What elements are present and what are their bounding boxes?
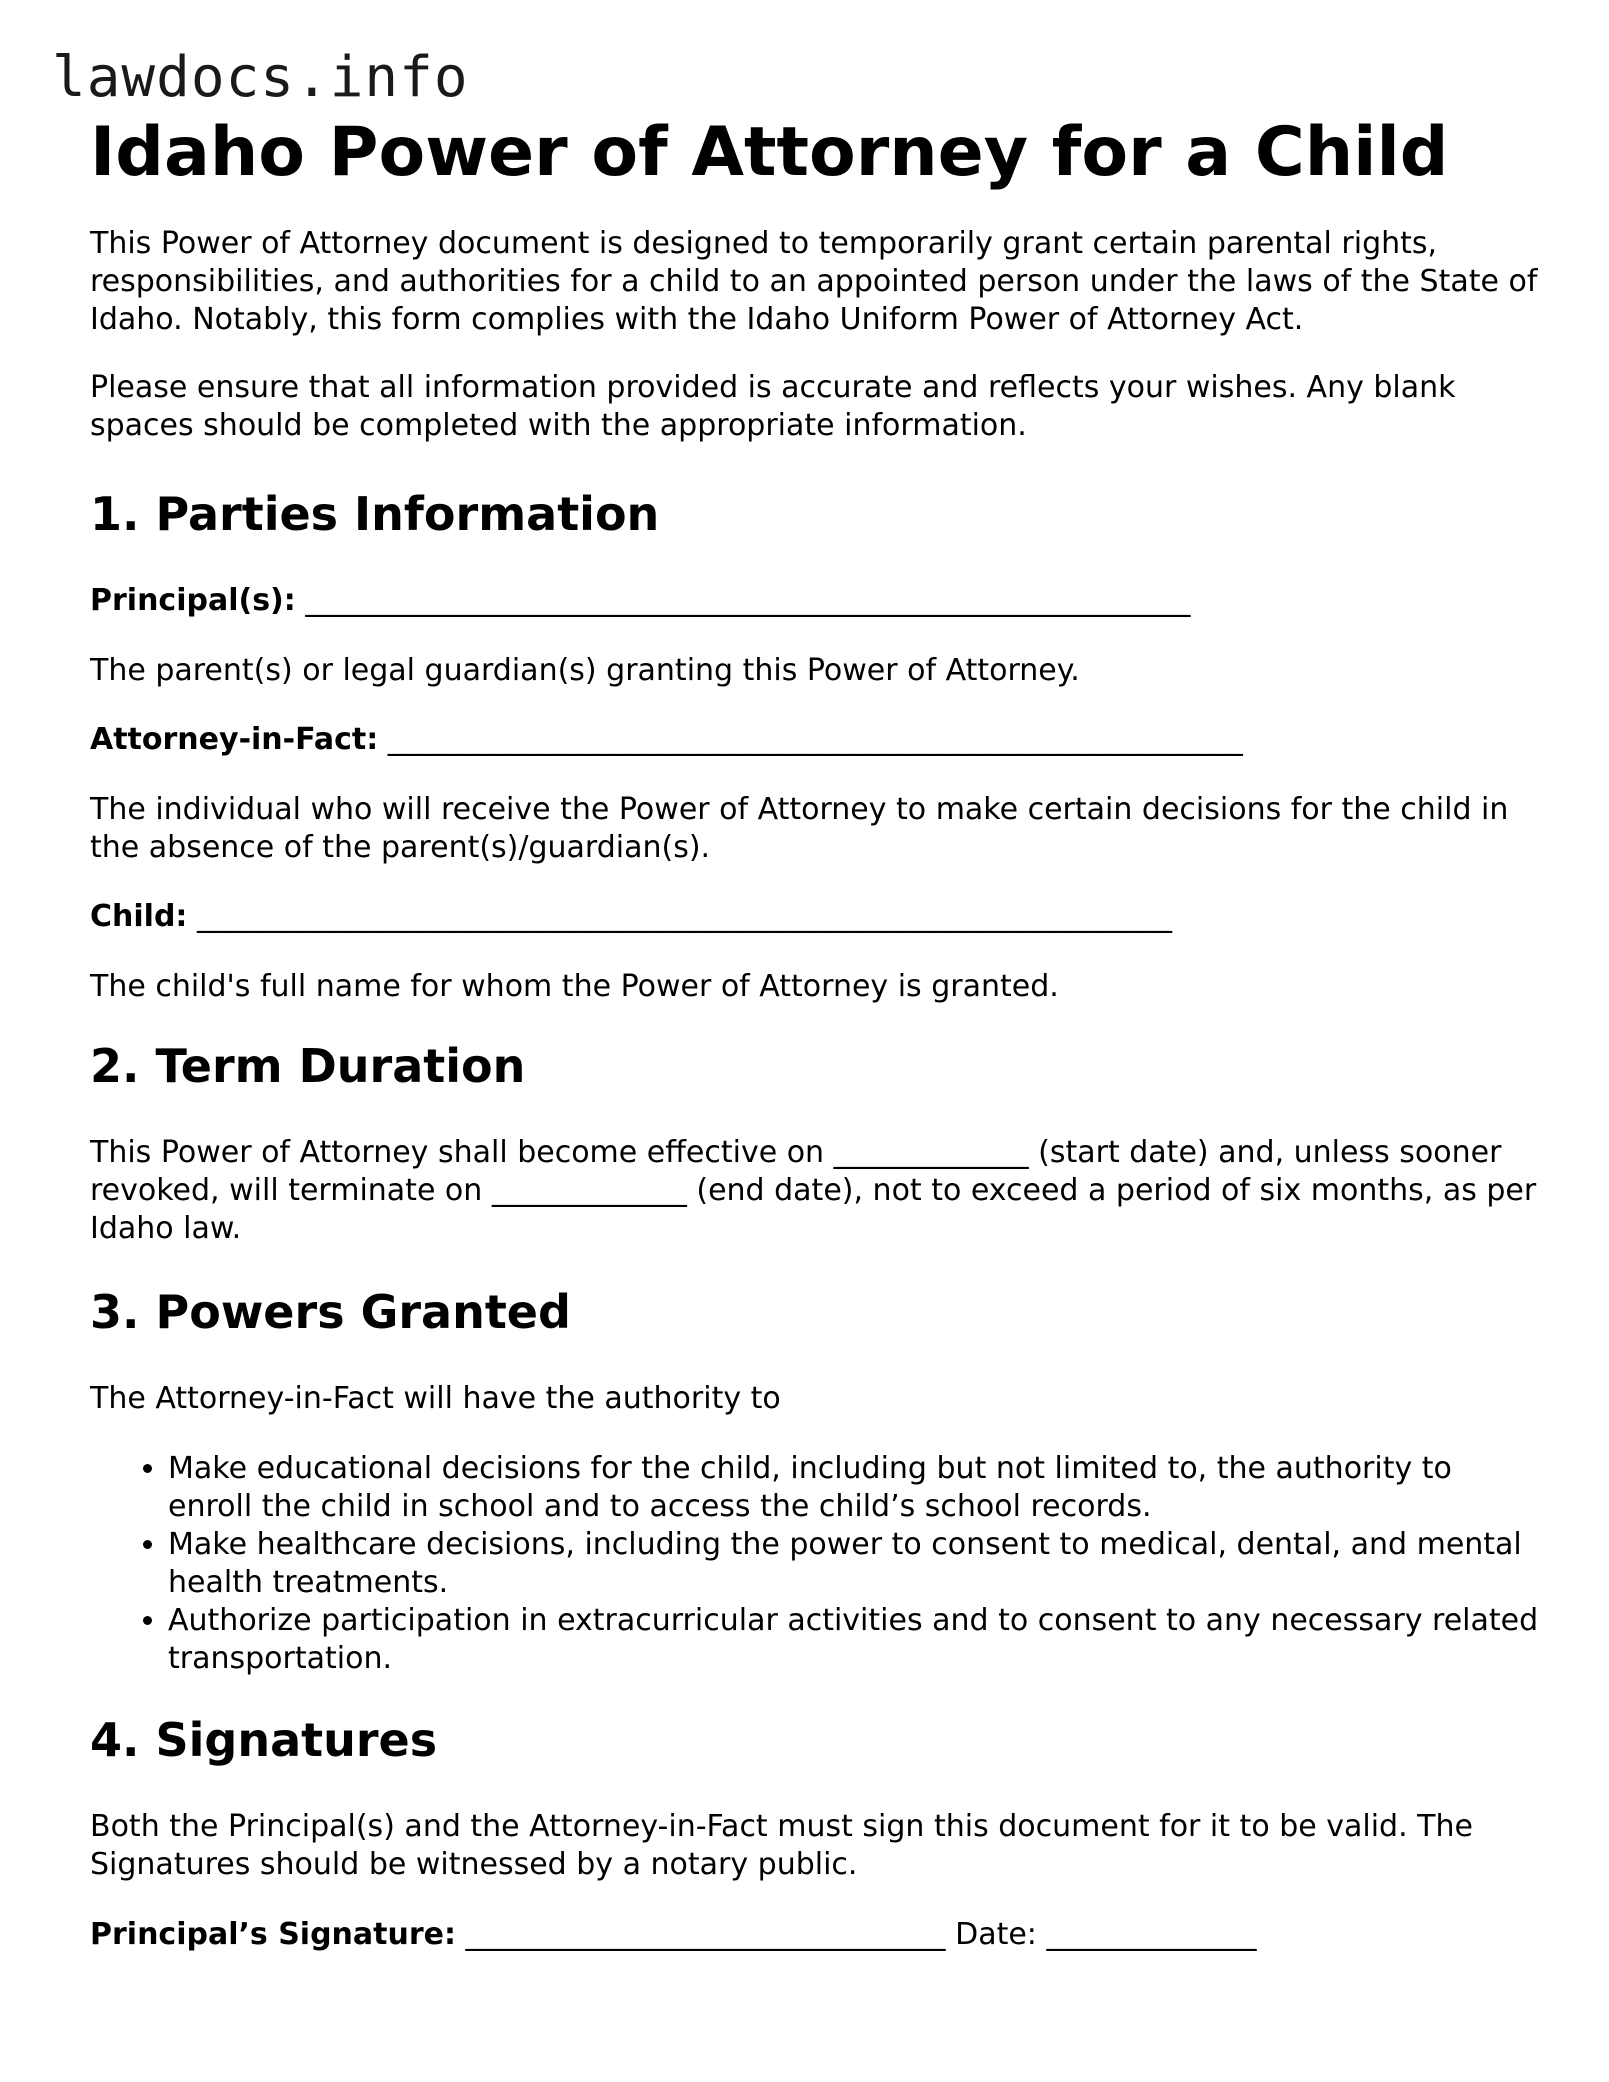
attorney-blank[interactable]: _________________________________________________________	[387, 722, 1243, 757]
intro-paragraph-1: This Power of Attorney document is designed to temporarily grant certain parental rights, responsibilities, and authorities for a child to an appointed person under the laws of the State of Idaho. Notably, this form complies with the Idaho Uniform Power of Attorney Act.	[90, 226, 1538, 337]
principal-field	[90, 582, 1540, 620]
section-1-heading: 1. Parties Information	[90, 487, 660, 541]
section-2-heading: 2. Term Duration	[90, 1039, 526, 1093]
principal-signature-blank[interactable]: ________________________________	[465, 1917, 946, 1952]
child-blank[interactable]: _________________________________________________________________	[196, 899, 1172, 934]
section-4-heading: 4. Signatures	[90, 1713, 438, 1767]
attorney-label: Attorney-in-Fact:	[90, 722, 379, 757]
signatures-text: Both the Principal(s) and the Attorney-in-Fact must sign this document for it to be valid. The Signatures should be witnessed by a notary public.	[90, 1809, 1473, 1882]
principal-description: The parent(s) or legal guardian(s) granting this Power of Attorney.	[90, 653, 1080, 688]
date-label: Date:	[955, 1917, 1037, 1952]
intro-paragraph-2: Please ensure that all information provided is accurate and reflects your wishes. Any blank spaces should be completed with the appropriate information.	[90, 370, 1456, 443]
principal-blank[interactable]: ___________________________________________________________	[305, 583, 1191, 618]
child-label: Child:	[90, 899, 188, 934]
powers-list-item-educational: • Make educational decisions for the child, including but not limited to, the authority to enroll the child in school and to access the child’s school records.	[168, 1450, 1540, 1526]
powers-list-item-healthcare: • Make healthcare decisions, including the power to consent to medical, dental, and mental health treatments.	[168, 1526, 1540, 1602]
principal-signature-line	[90, 1916, 1540, 1954]
section-3-heading: 3. Powers Granted	[90, 1285, 571, 1339]
document	[90, 113, 1540, 1954]
powers-intro-text: The Attorney-in-Fact will have the authority to	[90, 1381, 781, 1416]
powers-list-item-extracurricular: • Authorize participation in extracurricular activities and to consent to any necessary related transportation.	[168, 1602, 1540, 1678]
child-description: The child's full name for whom the Power of Attorney is granted.	[90, 969, 1059, 1004]
document-title: Idaho Power of Attorney for a Child	[90, 113, 1449, 192]
child-field	[90, 898, 1540, 936]
watermark-logo: lawdocs.info	[52, 45, 469, 110]
term-duration-text: This Power of Attorney shall become effective on _____________ (start date) and, unless sooner revoked, will terminate on _____________ (end date), not to exceed a period of six months, as per Idaho law.	[90, 1135, 1537, 1246]
attorney-description: The individual who will receive the Power of Attorney to make certain decisions for the child in the absence of the parent(s)/guardian(s).	[90, 792, 1509, 865]
date-blank[interactable]: ______________	[1046, 1917, 1257, 1952]
attorney-field	[90, 721, 1540, 759]
principal-label: Principal(s):	[90, 583, 296, 618]
principal-signature-label: Principal’s Signature:	[90, 1917, 456, 1952]
powers-list	[90, 1450, 1540, 1678]
